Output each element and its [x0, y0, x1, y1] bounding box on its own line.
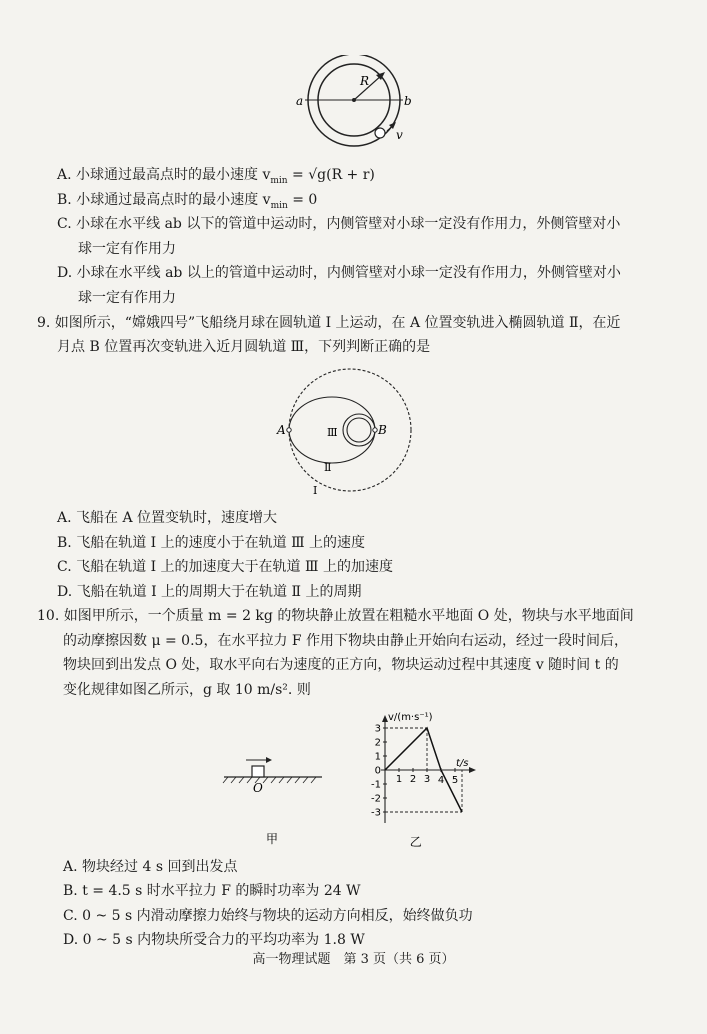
q8-option-a: A. 小球通过最高点时的最小速度 $v_{min} = √g(R + r)$ [57, 167, 375, 186]
x-tick-label: 5 [451, 775, 459, 786]
ground-hatching [223, 777, 316, 783]
y-tick-label: 1 [374, 751, 381, 763]
q10-stem-line4: 变化规律如图乙所示，g 取 10 m/s². 则 [63, 682, 311, 698]
point-A-dot [287, 428, 291, 432]
x-axis-label: t/s [456, 758, 469, 769]
point-B-dot [373, 428, 377, 432]
y-tick-label: 2 [374, 737, 381, 749]
tube-circle-figure [290, 55, 420, 167]
moon [347, 418, 371, 442]
label-II: Ⅱ [324, 461, 332, 474]
y-tick-label: -2 [371, 793, 381, 805]
label-b: b [404, 94, 412, 108]
q10-option-a: A. 物块经过 4 s 回到出发点 [63, 859, 238, 875]
q9-option-a: A. 飞船在 A 位置变轨时，速度增大 [57, 510, 278, 526]
q8-option-b: B. 小球通过最高点时的最小速度 $v_{min} = 0$ [57, 192, 318, 211]
label-a: a [296, 94, 304, 108]
q10-stem-line3: 物块回到出发点 O 处，取水平向右为速度的正方向，物块运动过程中其速度 v 随时间 t 的 [63, 657, 619, 673]
q9-stem-line2: 月点 B 位置再次变轨进入近月圆轨道 Ⅲ，下列判断正确的是 [57, 339, 431, 355]
q10-stem-line2: 的动摩擦因数 μ = 0.5，在水平拉力 F 作用下物块由静止开始向右运动，经过一段时间后， [63, 633, 629, 649]
label-B: B [378, 423, 387, 437]
q9-option-d: D. 飞船在轨道 Ⅰ 上的周期大于在轨道 Ⅱ 上的周期 [57, 584, 362, 600]
q10-option-b: B. t = 4.5 s 时水平拉力 F 的瞬时功率为 24 W [63, 883, 361, 899]
caption-yi: 乙 [409, 835, 422, 849]
q8-option-c-line1: C. 小球在水平线 ab 以下的管道中运动时，内侧管壁对小球一定没有作用力，外侧管壁对小 [57, 216, 621, 232]
label-R: R [360, 74, 370, 88]
orbit-figure [275, 360, 425, 502]
caption-jia: 甲 [266, 832, 279, 845]
x-tick-label: 4 [437, 775, 445, 786]
y-tick-label: -3 [371, 807, 381, 819]
block [252, 766, 264, 777]
x-tick-label: 2 [409, 774, 417, 785]
x-tick-label: 3 [423, 774, 431, 785]
y-tick-label: 3 [374, 723, 381, 735]
y-axis-label: v/(m·s⁻¹) [388, 712, 433, 723]
orbit-I [289, 369, 411, 491]
q10-stem-line1: 10. 如图甲所示，一个质量 m = 2 kg 的物块静止放置在粗糙水平地面 O 处，物块与水平地面间 [37, 608, 634, 624]
q9-option-c: C. 飞船在轨道 Ⅰ 上的加速度大于在轨道 Ⅲ 上的加速度 [57, 559, 393, 575]
q10-option-c: C. 0 ~ 5 s 内滑动摩擦力始终与物块的运动方向相反，始终做负功 [63, 908, 473, 924]
figure-jia [222, 755, 332, 845]
x-tick-label: 1 [395, 774, 403, 785]
vt-chart [345, 700, 505, 850]
label-A: A [277, 423, 286, 437]
y-tick-label: 0 [374, 765, 381, 777]
orbit-III [343, 414, 375, 446]
q8-option-d-line2: 球一定有作用力 [78, 290, 176, 306]
label-O: O [253, 781, 263, 795]
q8-option-d-line1: D. 小球在水平线 ab 以上的管道中运动时，内侧管壁对小球一定没有作用力，外侧管壁对小 [57, 265, 621, 281]
q8-option-c-line2: 球一定有作用力 [78, 241, 176, 257]
ball [375, 128, 385, 138]
q9-option-b: B. 飞船在轨道 Ⅰ 上的速度小于在轨道 Ⅲ 上的速度 [57, 535, 366, 551]
force-arrowhead [266, 757, 272, 763]
q10-option-d: D. 0 ~ 5 s 内物块所受合力的平均功率为 1.8 W [63, 932, 365, 948]
y-tick-label: -1 [371, 779, 381, 791]
page-footer: 高一物理试题 第 3 页（共 6 页） [252, 952, 455, 967]
x-axis-arrowhead [469, 767, 476, 773]
q9-stem-line1: 9. 如图所示，“嫦娥四号”飞船绕月球在圆轨道 Ⅰ 上运动，在 A 位置变轨进入椭圆轨道 Ⅱ，在近 [37, 315, 621, 331]
label-I: Ⅰ [313, 484, 318, 497]
label-III: Ⅲ [327, 426, 338, 439]
label-v: v [396, 128, 403, 142]
